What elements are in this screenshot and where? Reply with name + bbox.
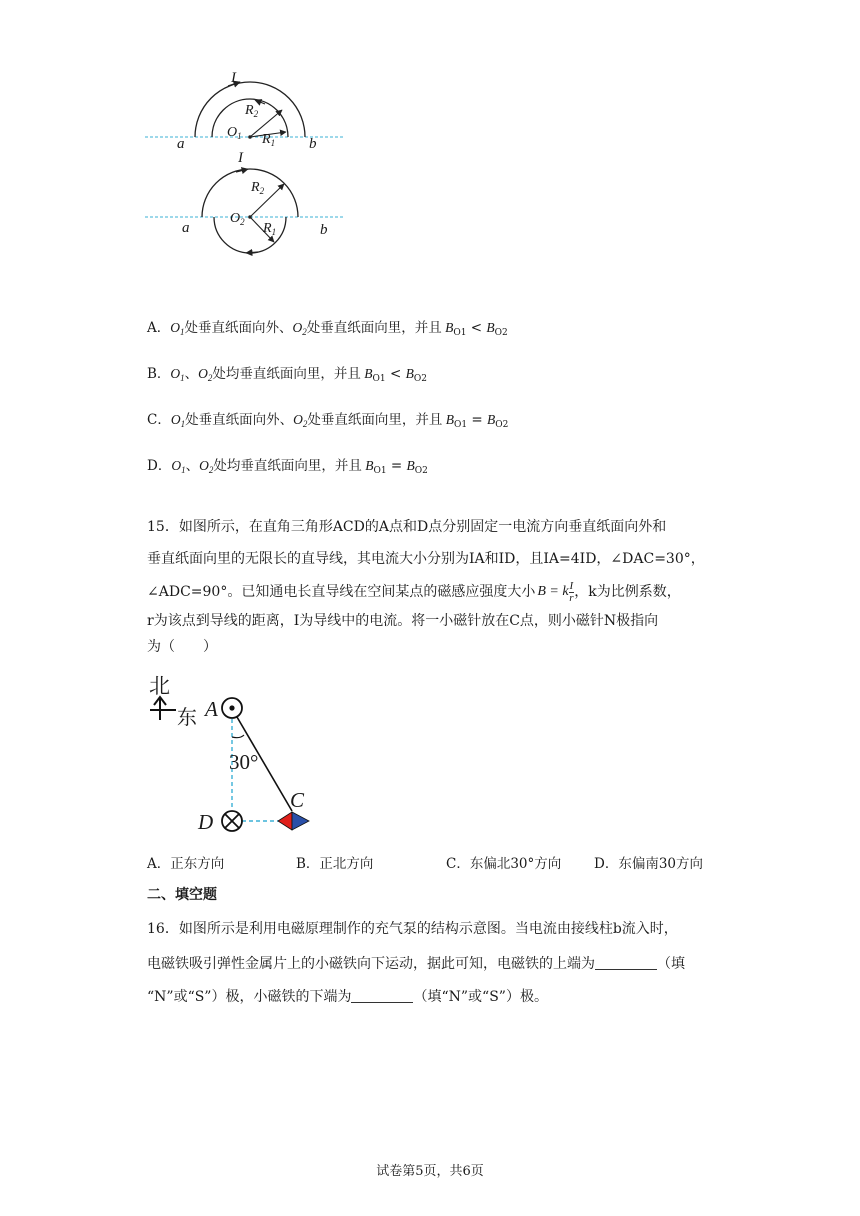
choice-C[interactable]: C．东偏北30°方向	[446, 856, 562, 872]
label-north: 北	[149, 674, 170, 698]
q15-line-1: 15．如图所示，在直角三角形ACD的A点和D点分别固定一电流方向垂直纸面向外和	[147, 519, 667, 535]
label-a-bottom: a	[182, 220, 190, 236]
q15-line-2: 垂直纸面向里的无限长的直导线，其电流大小分别为IA和ID，且IA=4ID，∠DAC=30°，	[147, 551, 705, 567]
label-R2-top: $R_2$	[245, 103, 259, 119]
label-angle-30: 30°	[229, 750, 259, 774]
label-C: C	[290, 788, 305, 812]
section-heading-fill-in: 二、填空题	[147, 887, 217, 903]
label-O1: $O_1$	[227, 125, 242, 141]
choice-A[interactable]: A．正东方向	[147, 856, 225, 872]
label-O2: $O_2$	[230, 211, 245, 227]
choice-B[interactable]: B．正北方向	[296, 856, 374, 872]
q16-line-3: “N”或“S”）极，小磁铁的下端为 （填“N”或“S”）极。	[147, 989, 548, 1005]
label-east: 东	[177, 705, 197, 729]
q15-line-4: r为该点到导线的距离，I为导线中的电流。将一小磁针放在C点，则小磁针N极指向	[147, 613, 659, 629]
q15-line-3: ∠ADC=90°。已知通电长直导线在空间某点的磁感应强度大小 B = k $\frac{I}{r}$ ，k为比例系数，	[147, 579, 681, 604]
needle-blue-half	[292, 812, 309, 830]
label-R2-bottom: $R_2$	[251, 180, 265, 196]
label-R1-bottom: $R_1$	[263, 221, 277, 237]
page-footer: 试卷第5页，共6页	[376, 1164, 484, 1179]
label-A: A	[205, 697, 218, 721]
blank-1[interactable]	[595, 955, 657, 970]
q15-line-5: 为（ ）	[147, 639, 217, 655]
label-a-top: a	[177, 136, 185, 152]
label-b-bottom: b	[320, 222, 328, 238]
q16-line-2: 电磁铁吸引弹性金属片上的小磁铁向下运动，据此可知，电磁铁的上端为 （填	[147, 956, 685, 972]
q14-option-a[interactable]: A．$O_1$处垂直纸面向外、$O_2$处垂直纸面向里，并且 $B_{O1} < B_{O2}$	[147, 320, 508, 338]
q14-option-d[interactable]: D．$O_1$、$O_2$处均垂直纸面向里，并且 $B_{O1} = B_{O2}$	[147, 458, 428, 476]
formula-fraction: $\frac{I}{r}$	[569, 579, 574, 604]
q14-option-c[interactable]: C．$O_1$处垂直纸面向外、$O_2$处垂直纸面向里，并且 $B_{O1} = B_{O2}$	[147, 412, 509, 430]
label-D: D	[198, 810, 214, 834]
choice-D[interactable]: D．东偏南30方向	[594, 856, 704, 872]
label-current-top: I	[231, 70, 236, 86]
label-b-top: b	[309, 136, 317, 152]
q16-line-1: 16．如图所示是利用电磁原理制作的充气泵的结构示意图。当电流由接线柱b流入时，	[147, 921, 678, 937]
label-R1-top: $R_1$	[262, 132, 276, 148]
label-current-bottom: I	[238, 150, 243, 166]
q14-option-b[interactable]: B．$O_1$、$O_2$处均垂直纸面向里，并且 $B_{O1} < B_{O2}$	[147, 366, 427, 384]
blank-2[interactable]	[351, 988, 413, 1003]
formula-B: B = k	[537, 584, 569, 599]
needle-red-half	[278, 812, 292, 830]
